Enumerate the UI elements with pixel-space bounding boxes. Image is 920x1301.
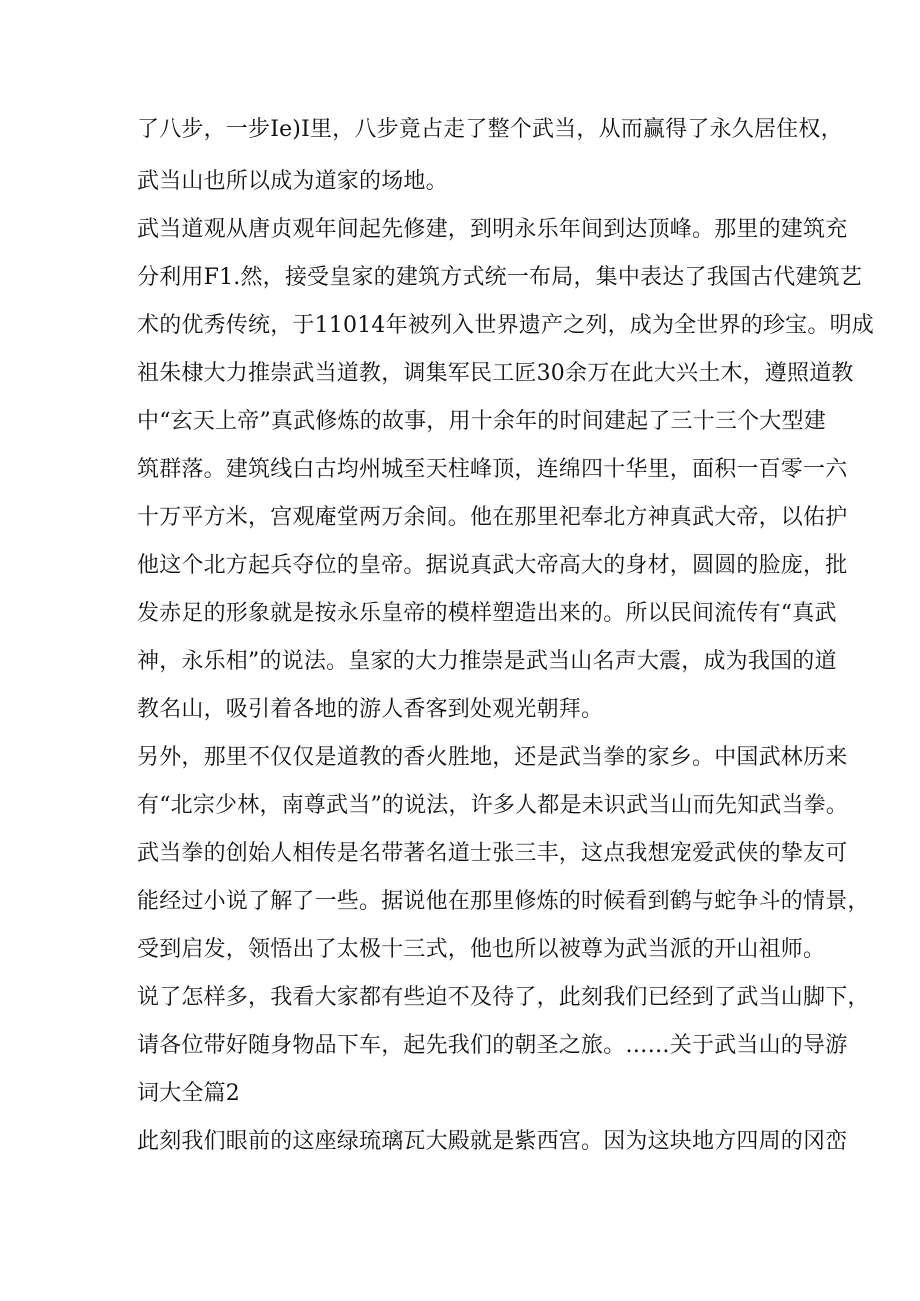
text-line: 能经过小说了解了一些。据说他在那里修炼的时候看到鹤与蛇争斗的情景， — [137, 889, 870, 914]
text-line: 发赤足的形象就是按永乐皇帝的模样塑造出来的。所以民间流传有“真武 — [137, 601, 837, 626]
text-line: 武当拳的创始人相传是名带著名道士张三丰，这点我想宠爱武侠的挚友可 — [137, 841, 848, 866]
text-line: 受到启发，领悟出了太极十三式，他也所以被尊为武当派的开山祖师。 — [137, 937, 826, 962]
text-line: 神，永乐相”的说法。皇家的大力推崇是武当山名声大震，成为我国的道 — [137, 649, 837, 674]
text-line: 另外，那里不仅仅是道教的香火胜地，还是武当拳的家乡。中国武林历来 — [137, 745, 848, 770]
text-line: 武当山也所以成为道家的场地。 — [137, 169, 448, 194]
text-line: 说了怎样多，我看大家都有些迫不及待了，此刻我们已经到了武当山脚下， — [137, 985, 870, 1010]
text-line: 请各位带好随身物品下车，起先我们的朝圣之旅。……关于武当山的导游 — [137, 1033, 848, 1058]
text-line: 十万平方米，宫观庵堂两万余间。他在那里祀奉北方神真武大帝，以佑护 — [137, 505, 848, 530]
text-line: 教名山，吸引着各地的游人香客到处观光朝拜。 — [137, 697, 604, 722]
text-line: 词大全篇2 — [137, 1081, 240, 1106]
text-line: 武当道观从唐贞观年间起先修建，到明永乐年间到达顶峰。那里的建筑充 — [137, 217, 848, 242]
text-line: 祖朱棣大力推崇武当道教，调集军民工匠30余万在此大兴土木，遵照道教 — [137, 361, 854, 386]
text-line: 筑群落。建筑线白古均州城至天柱峰顶，连绵四十华里，面积一百零一六 — [137, 457, 848, 482]
text-line: 了八步，一步Ie)I里，八步竟占走了整个武当，从而赢得了永久居住权， — [137, 117, 843, 142]
text-line: 分利用F1.然，接受皇家的建筑方式统一布局，集中表达了我国古代建筑艺 — [137, 265, 863, 290]
text-line: 术的优秀传统，于11014年被列入世界遗产之列，成为全世界的珍宝。明成 — [137, 313, 874, 338]
text-line: 他这个北方起兵夺位的皇帝。据说真武大帝高大的身材，圆圆的脸庞，批 — [137, 553, 848, 578]
text-line: 中“玄天上帝”真武修炼的故事，用十余年的时间建起了三十三个大型建 — [137, 409, 826, 434]
text-line: 此刻我们眼前的这座绿琉璃瓦大殿就是紫西宫。因为这块地方四周的冈峦 — [137, 1129, 848, 1154]
text-line: 有“北宗少林，南尊武当”的说法，许多人都是未识武当山而先知武当拳。 — [137, 793, 849, 818]
